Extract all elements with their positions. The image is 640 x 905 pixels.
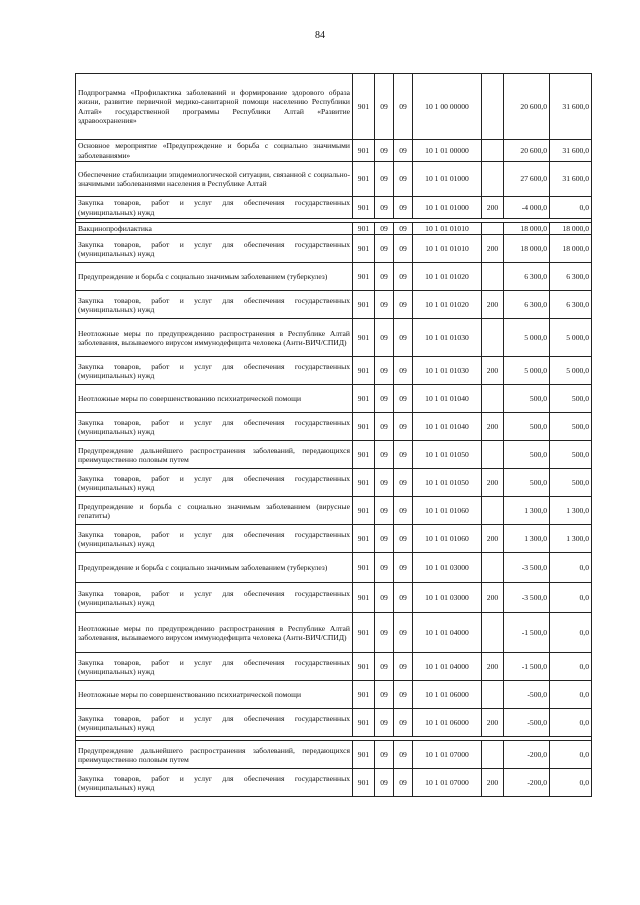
- row-section-code: 09: [375, 613, 394, 653]
- row-expense-type: [482, 162, 504, 197]
- table-row: [76, 319, 592, 357]
- row-subsection-code: 09: [394, 653, 413, 681]
- row-amount-1: 500,0: [504, 413, 550, 441]
- row-amount-2: 0,0: [550, 681, 592, 709]
- row-subsection-code: 09: [394, 553, 413, 583]
- row-expense-type: [482, 441, 504, 469]
- row-subsection-code: 09: [394, 583, 413, 613]
- table-row: [76, 769, 592, 797]
- row-ministry-code: 901: [353, 653, 375, 681]
- row-ministry-code: 901: [353, 553, 375, 583]
- row-target-article: 10 1 01 01050: [413, 441, 482, 469]
- row-section-code: 09: [375, 497, 394, 525]
- table-row: [76, 223, 592, 235]
- row-ministry-code: 901: [353, 525, 375, 553]
- row-expense-type: [482, 497, 504, 525]
- row-target-article: 10 1 01 01040: [413, 413, 482, 441]
- row-name: Неотложные меры по совершенствованию психиатрической помощи: [76, 385, 353, 413]
- row-name: Обеспечение стабилизации эпидемиологической ситуации, связанной с социально-значимыми заболеваниями населения в Республике Алтай: [76, 162, 353, 197]
- row-amount-2: 6 300,0: [550, 291, 592, 319]
- row-section-code: 09: [375, 681, 394, 709]
- row-expense-type: 200: [482, 291, 504, 319]
- row-ministry-code: 901: [353, 74, 375, 140]
- row-section-code: 09: [375, 709, 394, 737]
- row-amount-1: 27 600,0: [504, 162, 550, 197]
- row-name: Неотложные меры по предупреждению распространения в Республике Алтай заболевания, вызываемого вирусом иммунодефицита человека (Анти-ВИЧ/СПИД): [76, 613, 353, 653]
- row-amount-1: 500,0: [504, 469, 550, 497]
- table-row: [76, 553, 592, 583]
- row-name: Основное мероприятие «Предупреждение и борьба с социально значимыми заболеваниями»: [76, 140, 353, 162]
- table-row: [76, 197, 592, 219]
- row-subsection-code: 09: [394, 197, 413, 219]
- row-name: Предупреждение и борьба с социально значимым заболеванием (туберкулез): [76, 263, 353, 291]
- row-subsection-code: 09: [394, 291, 413, 319]
- row-ministry-code: 901: [353, 385, 375, 413]
- row-target-article: 10 1 01 01050: [413, 469, 482, 497]
- row-amount-1: 6 300,0: [504, 291, 550, 319]
- row-target-article: 10 1 01 01030: [413, 319, 482, 357]
- row-section-code: 09: [375, 553, 394, 583]
- row-target-article: 10 1 01 01060: [413, 525, 482, 553]
- row-ministry-code: 901: [353, 162, 375, 197]
- row-section-code: 09: [375, 223, 394, 235]
- row-ministry-code: 901: [353, 235, 375, 263]
- row-subsection-code: 09: [394, 525, 413, 553]
- row-amount-1: -4 000,0: [504, 197, 550, 219]
- row-name: Предупреждение и борьба с социально значимым заболеванием (вирусные гепатиты): [76, 497, 353, 525]
- row-expense-type: 200: [482, 235, 504, 263]
- row-amount-2: 18 000,0: [550, 235, 592, 263]
- row-name: Закупка товаров, работ и услуг для обеспечения государственных (муниципальных) нужд: [76, 291, 353, 319]
- page-number: 84: [315, 30, 325, 41]
- table-row: [76, 583, 592, 613]
- row-target-article: 10 1 01 01000: [413, 197, 482, 219]
- row-amount-1: 18 000,0: [504, 223, 550, 235]
- table-row: [76, 525, 592, 553]
- row-amount-2: 500,0: [550, 441, 592, 469]
- row-subsection-code: 09: [394, 357, 413, 385]
- row-subsection-code: 09: [394, 441, 413, 469]
- row-amount-2: 5 000,0: [550, 357, 592, 385]
- row-amount-2: 31 600,0: [550, 140, 592, 162]
- row-name: Предупреждение дальнейшего распространения заболеваний, передающихся преимущественно половым путем: [76, 741, 353, 769]
- row-ministry-code: 901: [353, 497, 375, 525]
- row-section-code: 09: [375, 319, 394, 357]
- row-amount-2: 1 300,0: [550, 525, 592, 553]
- row-target-article: 10 1 01 04000: [413, 613, 482, 653]
- table-row: [76, 441, 592, 469]
- row-section-code: 09: [375, 653, 394, 681]
- row-amount-1: 18 000,0: [504, 235, 550, 263]
- row-target-article: 10 1 00 00000: [413, 74, 482, 140]
- row-ministry-code: 901: [353, 613, 375, 653]
- row-amount-1: 500,0: [504, 441, 550, 469]
- row-amount-2: 5 000,0: [550, 319, 592, 357]
- row-section-code: 09: [375, 357, 394, 385]
- table-row: [76, 709, 592, 737]
- row-amount-2: 31 600,0: [550, 162, 592, 197]
- row-amount-2: 1 300,0: [550, 497, 592, 525]
- row-subsection-code: 09: [394, 741, 413, 769]
- table-row: [76, 497, 592, 525]
- row-subsection-code: 09: [394, 469, 413, 497]
- row-target-article: 10 1 01 01010: [413, 235, 482, 263]
- row-amount-1: 20 600,0: [504, 140, 550, 162]
- table-row: [76, 613, 592, 653]
- row-expense-type: 200: [482, 469, 504, 497]
- row-expense-type: [482, 613, 504, 653]
- row-target-article: 10 1 01 01020: [413, 291, 482, 319]
- row-expense-type: [482, 319, 504, 357]
- table-row: [76, 653, 592, 681]
- table-row: [76, 74, 592, 140]
- row-name: Закупка товаров, работ и услуг для обеспечения государственных (муниципальных) нужд: [76, 525, 353, 553]
- row-target-article: 10 1 01 01030: [413, 357, 482, 385]
- row-expense-type: [482, 553, 504, 583]
- row-target-article: 10 1 01 04000: [413, 653, 482, 681]
- row-section-code: 09: [375, 413, 394, 441]
- row-name: Неотложные меры по совершенствованию психиатрической помощи: [76, 681, 353, 709]
- row-expense-type: 200: [482, 709, 504, 737]
- row-ministry-code: 901: [353, 583, 375, 613]
- row-amount-2: 0,0: [550, 709, 592, 737]
- row-ministry-code: 901: [353, 413, 375, 441]
- row-expense-type: 200: [482, 769, 504, 797]
- row-amount-1: -500,0: [504, 709, 550, 737]
- row-name: Закупка товаров, работ и услуг для обеспечения государственных (муниципальных) нужд: [76, 653, 353, 681]
- row-section-code: 09: [375, 769, 394, 797]
- table-row: [76, 385, 592, 413]
- row-ministry-code: 901: [353, 441, 375, 469]
- row-section-code: 09: [375, 525, 394, 553]
- table-row: [76, 741, 592, 769]
- row-subsection-code: 09: [394, 140, 413, 162]
- row-name: Закупка товаров, работ и услуг для обеспечения государственных (муниципальных) нужд: [76, 769, 353, 797]
- row-subsection-code: 09: [394, 162, 413, 197]
- row-section-code: 09: [375, 74, 394, 140]
- row-amount-1: -500,0: [504, 681, 550, 709]
- table-row: [76, 140, 592, 162]
- row-section-code: 09: [375, 385, 394, 413]
- row-expense-type: [482, 681, 504, 709]
- row-section-code: 09: [375, 469, 394, 497]
- row-subsection-code: 09: [394, 74, 413, 140]
- budget-table: [75, 73, 592, 797]
- row-amount-2: 0,0: [550, 613, 592, 653]
- row-name: Предупреждение и борьба с социально значимым заболеванием (туберкулез): [76, 553, 353, 583]
- row-expense-type: 200: [482, 653, 504, 681]
- budget-table-body: [76, 74, 592, 797]
- row-amount-2: 0,0: [550, 197, 592, 219]
- table-row: [76, 469, 592, 497]
- row-target-article: 10 1 01 01010: [413, 223, 482, 235]
- row-ministry-code: 901: [353, 741, 375, 769]
- row-name: Закупка товаров, работ и услуг для обеспечения государственных (муниципальных) нужд: [76, 583, 353, 613]
- row-amount-2: 500,0: [550, 385, 592, 413]
- row-name: Предупреждение дальнейшего распространения заболеваний, передающихся преимущественно половым путем: [76, 441, 353, 469]
- row-expense-type: 200: [482, 413, 504, 441]
- row-section-code: 09: [375, 235, 394, 263]
- row-name: Закупка товаров, работ и услуг для обеспечения государственных (муниципальных) нужд: [76, 235, 353, 263]
- row-name: Закупка товаров, работ и услуг для обеспечения государственных (муниципальных) нужд: [76, 709, 353, 737]
- row-amount-1: -200,0: [504, 769, 550, 797]
- row-amount-1: 1 300,0: [504, 525, 550, 553]
- row-subsection-code: 09: [394, 235, 413, 263]
- row-target-article: 10 1 01 03000: [413, 553, 482, 583]
- row-expense-type: [482, 223, 504, 235]
- row-expense-type: [482, 140, 504, 162]
- row-amount-1: -1 500,0: [504, 613, 550, 653]
- row-subsection-code: 09: [394, 263, 413, 291]
- table-row: [76, 263, 592, 291]
- row-target-article: 10 1 01 06000: [413, 709, 482, 737]
- row-ministry-code: 901: [353, 140, 375, 162]
- row-subsection-code: 09: [394, 385, 413, 413]
- row-expense-type: 200: [482, 583, 504, 613]
- row-ministry-code: 901: [353, 357, 375, 385]
- row-amount-1: -3 500,0: [504, 553, 550, 583]
- row-section-code: 09: [375, 441, 394, 469]
- row-expense-type: [482, 741, 504, 769]
- row-amount-2: 500,0: [550, 469, 592, 497]
- row-ministry-code: 901: [353, 291, 375, 319]
- row-ministry-code: 901: [353, 263, 375, 291]
- row-target-article: 10 1 01 01020: [413, 263, 482, 291]
- row-amount-1: 6 300,0: [504, 263, 550, 291]
- row-amount-1: -1 500,0: [504, 653, 550, 681]
- row-ministry-code: 901: [353, 681, 375, 709]
- row-name: Закупка товаров, работ и услуг для обеспечения государственных (муниципальных) нужд: [76, 413, 353, 441]
- row-expense-type: [482, 74, 504, 140]
- row-expense-type: 200: [482, 357, 504, 385]
- row-name: Неотложные меры по предупреждению распространения в Республике Алтай заболевания, вызываемого вирусом иммунодефицита человека (Анти-ВИЧ/СПИД): [76, 319, 353, 357]
- table-row: [76, 291, 592, 319]
- row-ministry-code: 901: [353, 769, 375, 797]
- row-target-article: 10 1 01 01040: [413, 385, 482, 413]
- row-section-code: 09: [375, 291, 394, 319]
- row-amount-2: 0,0: [550, 769, 592, 797]
- row-amount-2: 0,0: [550, 741, 592, 769]
- table-row: [76, 162, 592, 197]
- row-section-code: 09: [375, 140, 394, 162]
- row-subsection-code: 09: [394, 223, 413, 235]
- row-name: Подпрограмма «Профилактика заболеваний и формирование здорового образа жизни, развитие первичной медико-санитарной помощи населению Республики Алтай» государственной программы Республики Алтай «Развитие здравоохранения»: [76, 74, 353, 140]
- row-target-article: 10 1 01 06000: [413, 681, 482, 709]
- table-row: [76, 413, 592, 441]
- row-subsection-code: 09: [394, 319, 413, 357]
- row-amount-2: 18 000,0: [550, 223, 592, 235]
- row-expense-type: 200: [482, 525, 504, 553]
- row-ministry-code: 901: [353, 709, 375, 737]
- row-target-article: 10 1 01 01000: [413, 162, 482, 197]
- row-name: Закупка товаров, работ и услуг для обеспечения государственных (муниципальных) нужд: [76, 469, 353, 497]
- row-amount-1: 500,0: [504, 385, 550, 413]
- row-target-article: 10 1 01 03000: [413, 583, 482, 613]
- row-ministry-code: 901: [353, 319, 375, 357]
- row-amount-2: 500,0: [550, 413, 592, 441]
- row-expense-type: 200: [482, 197, 504, 219]
- row-section-code: 09: [375, 263, 394, 291]
- row-section-code: 09: [375, 741, 394, 769]
- row-target-article: 10 1 01 01060: [413, 497, 482, 525]
- row-subsection-code: 09: [394, 413, 413, 441]
- row-name: Закупка товаров, работ и услуг для обеспечения государственных (муниципальных) нужд: [76, 197, 353, 219]
- row-target-article: 10 1 01 07000: [413, 769, 482, 797]
- row-ministry-code: 901: [353, 469, 375, 497]
- row-subsection-code: 09: [394, 681, 413, 709]
- row-subsection-code: 09: [394, 769, 413, 797]
- row-name: Закупка товаров, работ и услуг для обеспечения государственных (муниципальных) нужд: [76, 357, 353, 385]
- row-target-article: 10 1 01 00000: [413, 140, 482, 162]
- row-amount-2: 0,0: [550, 653, 592, 681]
- row-name: Вакцинопрофилактика: [76, 223, 353, 235]
- row-section-code: 09: [375, 162, 394, 197]
- row-expense-type: [482, 385, 504, 413]
- row-ministry-code: 901: [353, 223, 375, 235]
- row-amount-2: 31 600,0: [550, 74, 592, 140]
- row-amount-1: 1 300,0: [504, 497, 550, 525]
- row-target-article: 10 1 01 07000: [413, 741, 482, 769]
- row-expense-type: [482, 263, 504, 291]
- row-section-code: 09: [375, 583, 394, 613]
- row-amount-2: 0,0: [550, 583, 592, 613]
- row-amount-1: 20 600,0: [504, 74, 550, 140]
- row-amount-2: 6 300,0: [550, 263, 592, 291]
- row-section-code: 09: [375, 197, 394, 219]
- table-row: [76, 357, 592, 385]
- row-subsection-code: 09: [394, 497, 413, 525]
- row-amount-1: -3 500,0: [504, 583, 550, 613]
- row-amount-1: -200,0: [504, 741, 550, 769]
- row-subsection-code: 09: [394, 709, 413, 737]
- row-amount-1: 5 000,0: [504, 357, 550, 385]
- row-subsection-code: 09: [394, 613, 413, 653]
- row-ministry-code: 901: [353, 197, 375, 219]
- table-row: [76, 681, 592, 709]
- row-amount-2: 0,0: [550, 553, 592, 583]
- row-amount-1: 5 000,0: [504, 319, 550, 357]
- table-row: [76, 235, 592, 263]
